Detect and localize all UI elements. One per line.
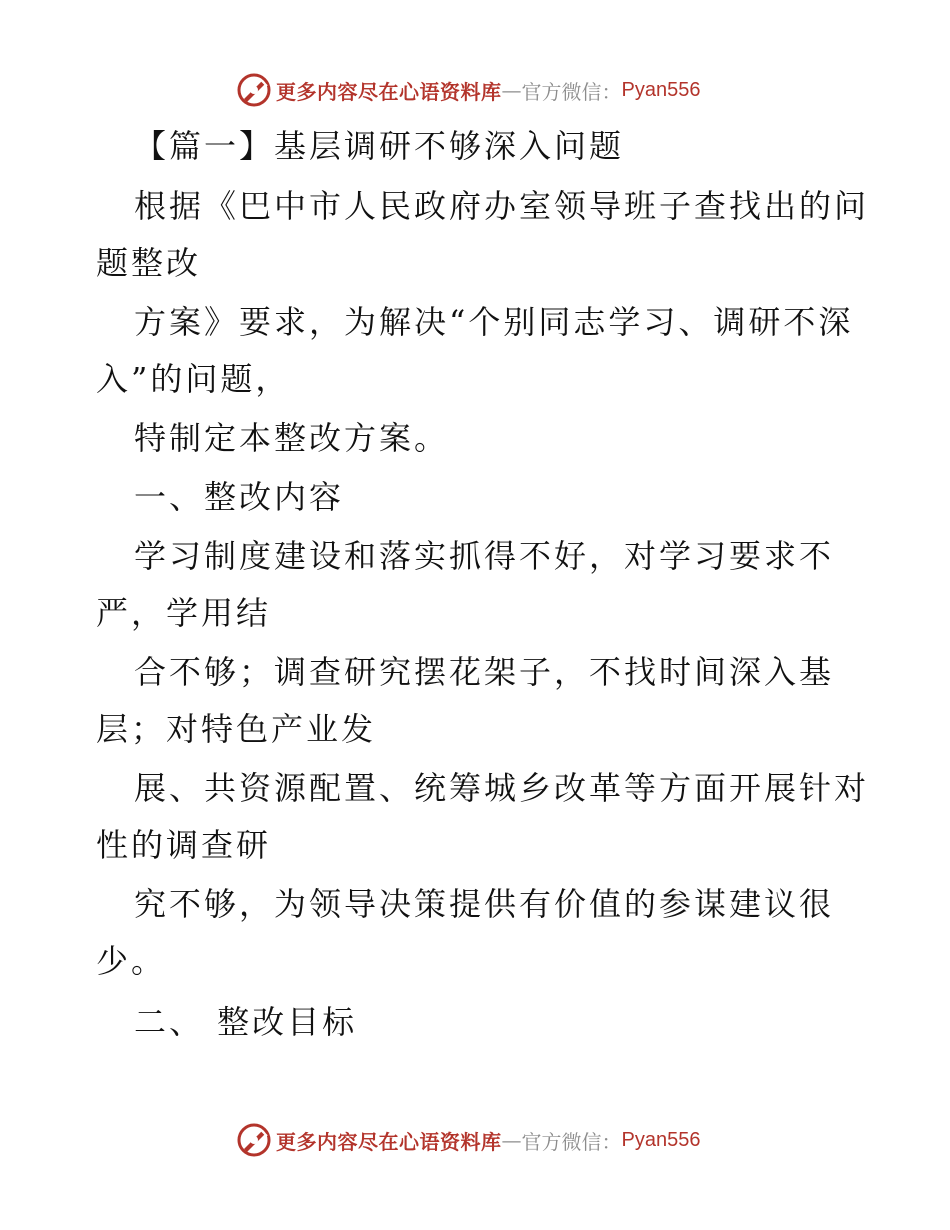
- paragraph-line: 究不够，为领导决策提供有价值的参谋建议很: [134, 885, 835, 923]
- paragraph-line: 严，学用结: [96, 594, 272, 632]
- heading-line: 二、 整改目标: [134, 1003, 358, 1041]
- section-title: 【篇一】基层调研不够深入问题: [134, 127, 625, 165]
- banner-main-text: 更多内容尽在心语资料库: [276, 79, 502, 104]
- banner-dash: —: [501, 1128, 522, 1152]
- header-watermark-banner: [236, 72, 700, 108]
- paragraph-line: 题整改: [96, 244, 202, 282]
- banner-wechat-label: 官方微信：: [521, 79, 622, 104]
- quill-pen-logo-icon: [236, 72, 272, 108]
- banner-wechat-label: 官方微信：: [521, 1129, 622, 1154]
- quill-pen-logo-icon: [236, 1122, 272, 1158]
- paragraph-line: 少。: [96, 942, 167, 980]
- banner-wechat-id: Pyan556: [621, 1128, 701, 1151]
- banner-dash: —: [501, 78, 522, 102]
- paragraph-line: 根据《巴中市人民政府办室领导班子查找出的问: [134, 187, 870, 225]
- paragraph-line: 学习制度建设和落实抓得不好，对学习要求不: [134, 537, 835, 575]
- paragraph-line: 特制定本整改方案。: [134, 419, 450, 457]
- paragraph-line: 合不够；调查研究摆花架子，不找时间深入基: [134, 653, 835, 691]
- paragraph-line: 方案》要求，为解决“个别同志学习、调研不深: [134, 303, 854, 341]
- banner-main-text: 更多内容尽在心语资料库: [276, 1129, 502, 1154]
- footer-watermark-banner: [236, 1122, 700, 1158]
- banner-wechat-id: Pyan556: [621, 78, 701, 101]
- paragraph-line: 层；对特色产业发: [96, 710, 377, 748]
- paragraph-line: 展、共资源配置、统筹城乡改革等方面开展针对: [134, 769, 870, 807]
- heading-line: 一、整改内容: [134, 478, 345, 516]
- paragraph-line: 入”的问题，: [96, 360, 291, 398]
- paragraph-line: 性的调查研: [96, 826, 272, 864]
